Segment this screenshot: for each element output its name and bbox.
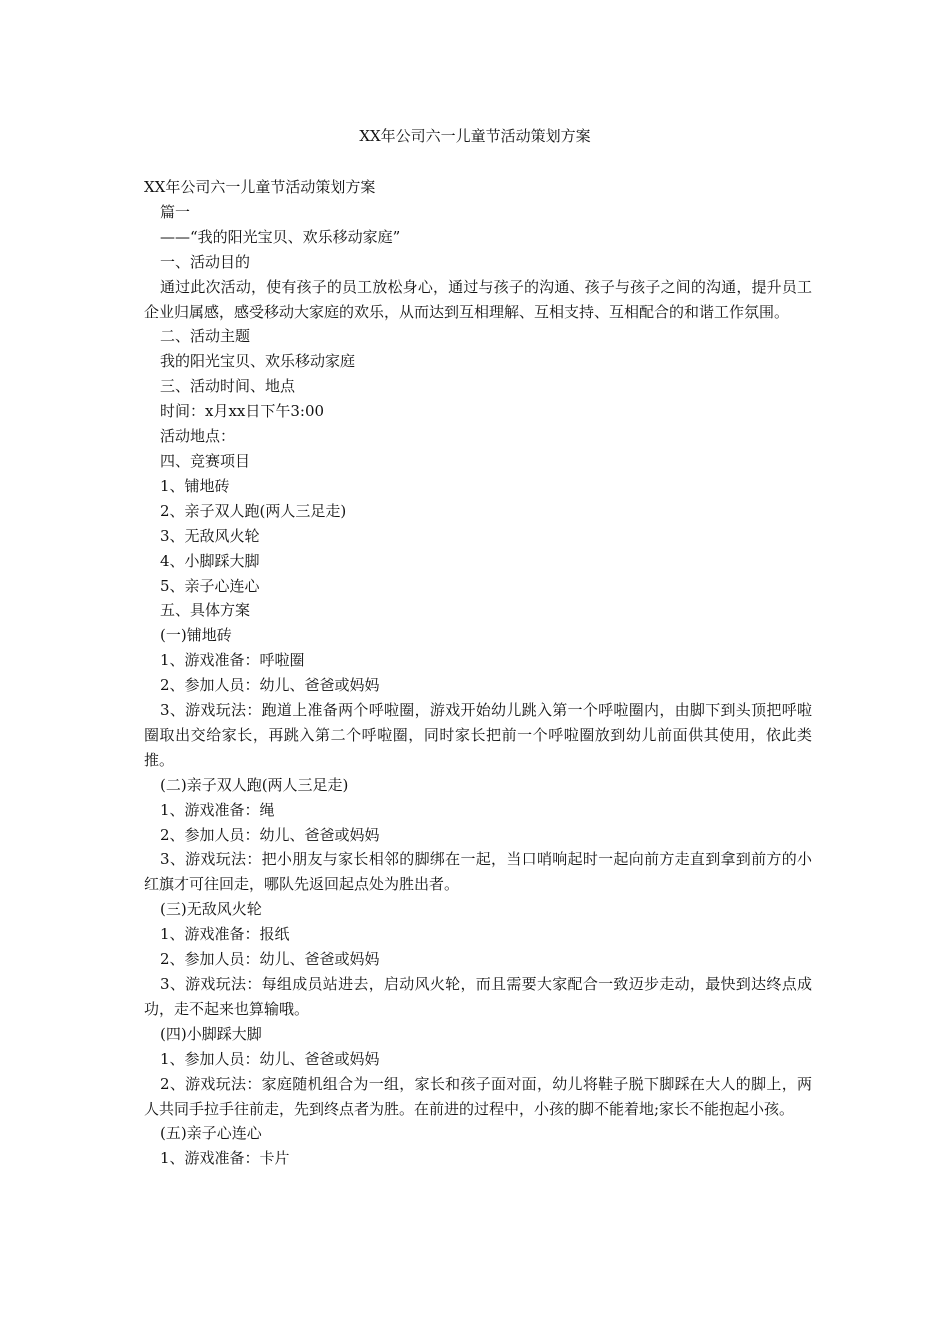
list-item: 1、游戏准备：绳	[160, 800, 275, 819]
subtitle: XX年公司六一儿童节活动策划方案	[144, 178, 376, 196]
list-item: 1、铺地砖	[160, 476, 230, 495]
subheading-game3: (三)无敌风火轮	[160, 900, 262, 919]
list-item: 2、参加人员：幼儿、爸爸或妈妈	[160, 950, 380, 969]
heading-theme: 二、活动主题	[160, 327, 251, 346]
theme-slogan: ——“我的阳光宝贝、欢乐移动家庭”	[160, 227, 401, 246]
paragraph-game2: 3、游戏玩法：把小朋友与家长相邻的脚绑在一起，当口哨响起时一起向前方走直到拿到前方的小红旗才可往回走，哪队先返回起点处为胜出者。	[144, 850, 812, 894]
list-item: 2、参加人员：幼儿、爸爸或妈妈	[160, 676, 380, 695]
list-item: 4、小脚踩大脚	[160, 551, 260, 570]
heading-time-place: 三、活动时间、地点	[160, 377, 296, 396]
list-item: 5、亲子心连心	[160, 576, 260, 595]
paragraph-game3: 3、游戏玩法：每组成员站进去，启动风火轮，而且需要大家配合一致迈步走动，最快到达终点成功，走不起来也算输哦。	[144, 975, 812, 1018]
paragraph-purpose: 通过此次活动，使有孩子的员工放松身心，通过与孩子的沟通、孩子与孩子之间的沟通，提升员工企业归属感，感受移动大家庭的欢乐，从而达到互相理解、互相支持、互相配合的和谐工作氛围。	[144, 277, 812, 321]
heading-events: 四、竞赛项目	[160, 451, 251, 470]
subheading-game4: (四)小脚踩大脚	[160, 1024, 262, 1043]
text-theme: 我的阳光宝贝、欢乐移动家庭	[160, 352, 356, 371]
list-item: 1、参加人员：幼儿、爸爸或妈妈	[160, 1049, 380, 1068]
paragraph-game4: 2、游戏玩法：家庭随机组合为一组，家长和孩子面对面，幼儿将鞋子脱下脚踩在大人的脚上，两人共同手拉手往前走，先到终点者为胜。在前进的过程中，小孩的脚不能着地;家长不能抱起小孩。	[144, 1074, 812, 1118]
paragraph-game1: 3、游戏玩法：跑道上准备两个呼啦圈，游戏开始幼儿跳入第一个呼啦圈内，由脚下到头顶把呼啦圈取出交给家长，再跳入第二个呼啦圈，同时家长把前一个呼啦圈放到幼儿前面供其使用，依此类推。	[144, 701, 812, 769]
text-time: 时间：x月xx日下午3:00	[160, 402, 325, 421]
list-item: 3、无敌风火轮	[160, 526, 260, 545]
text-place: 活动地点：	[160, 427, 236, 446]
list-item: 2、参加人员：幼儿、爸爸或妈妈	[160, 825, 380, 844]
heading-plan: 五、具体方案	[160, 601, 251, 620]
list-item: 1、游戏准备：卡片	[160, 1149, 290, 1168]
document-title: XX年公司六一儿童节活动策划方案	[359, 127, 591, 145]
subheading-game2: (二)亲子双人跑(两人三足走)	[160, 775, 349, 794]
heading-purpose: 一、活动目的	[160, 252, 251, 271]
subheading-game5: (五)亲子心连心	[160, 1124, 262, 1143]
list-item: 2、亲子双人跑(两人三足走)	[160, 501, 347, 520]
section-label: 篇一	[160, 202, 191, 221]
list-item: 1、游戏准备：呼啦圈	[160, 651, 305, 670]
document-body	[144, 175, 812, 1171]
list-item: 1、游戏准备：报纸	[160, 925, 290, 944]
subheading-game1: (一)铺地砖	[160, 626, 232, 645]
